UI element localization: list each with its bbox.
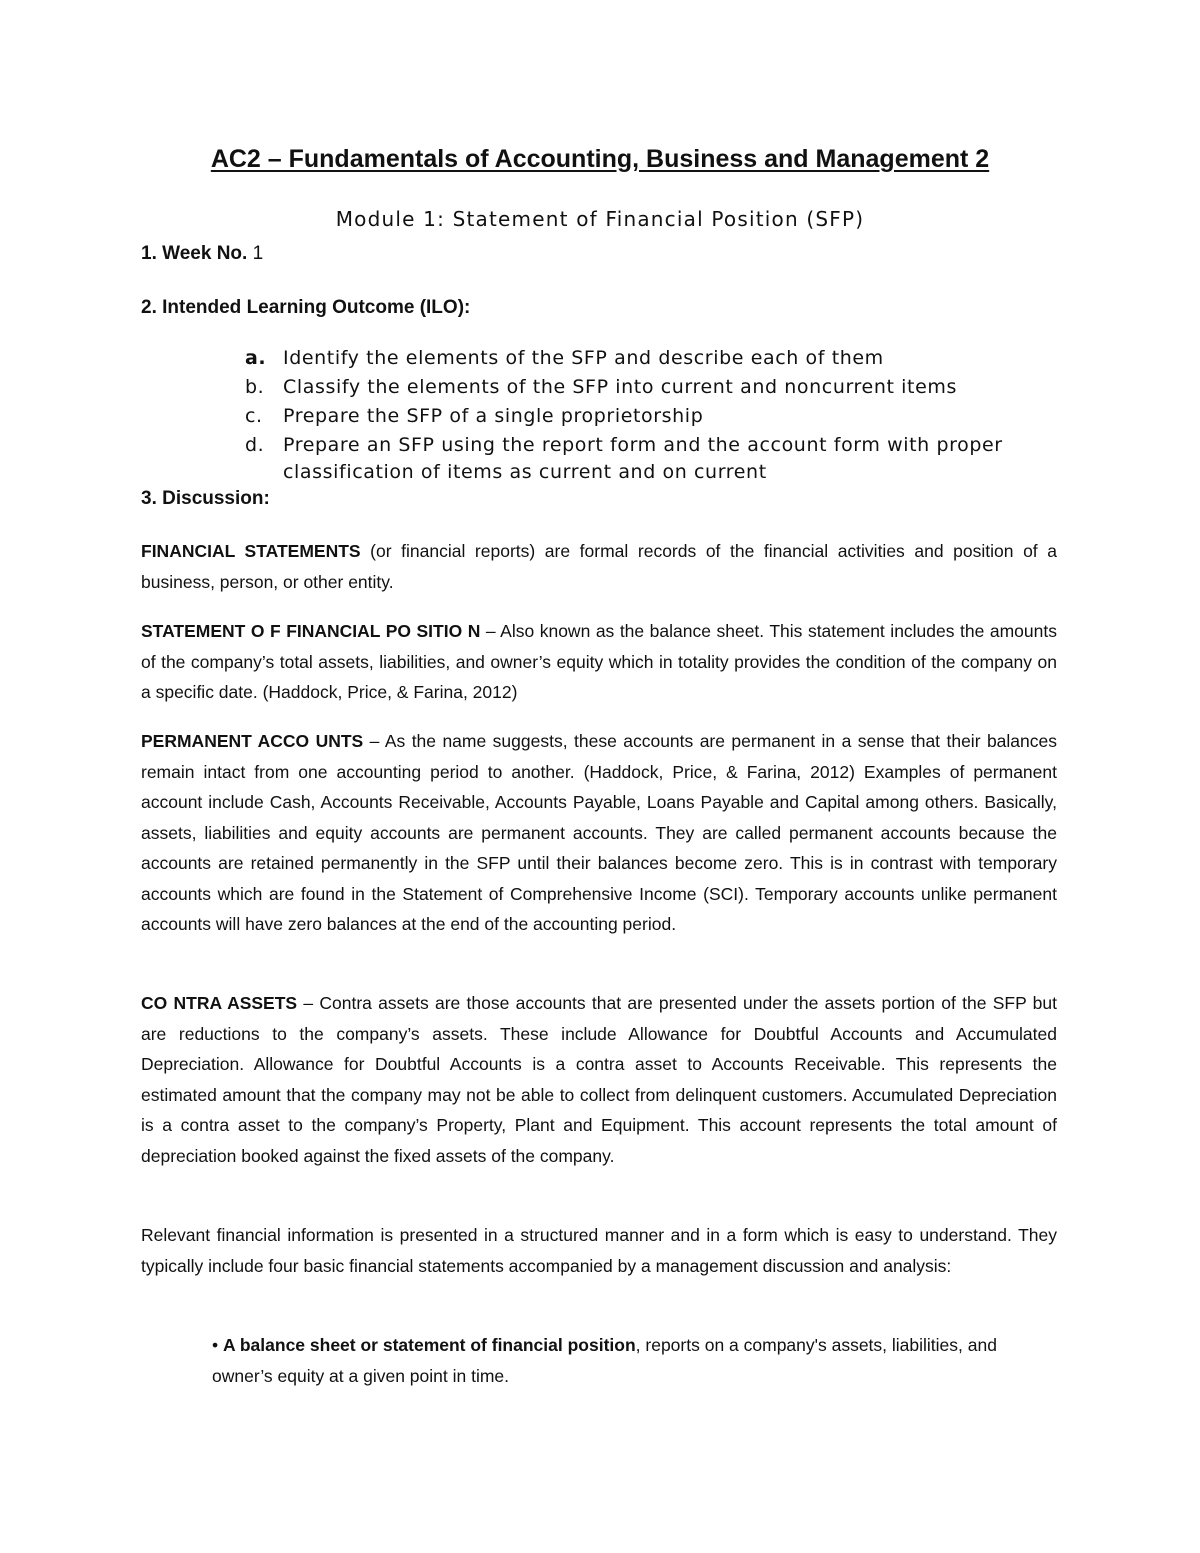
module-title: Module 1: Statement of Financial Position (SFP)	[335, 207, 865, 231]
paragraph-text: (or financial reports) are formal records of the financial activities and position of a business, person, or other entity.	[141, 541, 1057, 592]
ilo-item-text: Identify the elements of the SFP and describe each of them	[283, 347, 884, 369]
paragraph-financial-statements	[141, 536, 1057, 597]
document-title: AC2 – Fundamentals of Accounting, Business and Management 2	[210, 145, 990, 173]
paragraph-permanent-accounts	[141, 726, 1057, 940]
paragraph-text: – As the name suggests, these accounts are permanent in a sense that their balances remain intact from one accounting period to another. (Haddock, Price, & Farina, 2012) Examples of permanent account include Cash, Accounts Receivable, Accounts Payable, Loans Payable and Capital among others. Basically, assets, liabilities and equity accounts are permanent accounts. They are called permanent accounts because the accounts are retained permanently in the SFP until their balances become zero. This is in contrast with temporary accounts which are found in the Statement of Comprehensive Income (SCI). Temporary accounts unlike permanent accounts will have zero balances at the end of the accounting period.	[141, 731, 1057, 934]
ilo-item	[245, 432, 1065, 486]
ilo-item-marker: d.	[245, 434, 265, 456]
paragraph-text: – Contra assets are those accounts that are presented under the assets portion of the SFP but are reductions to the company’s assets. These include Allowance for Doubtful Accounts and Accumulated Depreciation. Allowance for Doubtful Accounts is a contra asset to Accounts Receivable. This represents the estimated amount that the company may not be able to collect from delinquent customers. Accumulated Depreciation is a contra asset to the company’s Property, Plant and Equipment. This account represents the total amount of depreciation booked against the fixed assets of the company.	[141, 993, 1058, 1166]
paragraph-text: – Also known as the balance sheet. This statement includes the amounts of the company’s total assets, liabilities, and owner’s equity which in totality provides the condition of the company on a specific date. (Haddock, Price, & Farina, 2012)	[141, 621, 1057, 702]
ilo-item	[245, 374, 1065, 401]
ilo-item-text: Classify the elements of the SFP into current and noncurrent items	[283, 376, 957, 398]
paragraph-term: STATEMENT O F FINANCIAL PO SITIO N	[141, 621, 481, 641]
ilo-item-text: Prepare the SFP of a single proprietorship	[283, 405, 704, 427]
bullet-item-balance-sheet	[212, 1330, 1057, 1392]
paragraph-term: FINANCIAL STATEMENTS	[141, 541, 361, 561]
paragraph-text: Relevant financial information is presented in a structured manner and in a form which is easy to understand. They typically include four basic financial statements accompanied by a management discussion and analysis:	[141, 1225, 1057, 1276]
bullet-text: , reports on a company's assets, liabilities, and owner’s equity at a given point in time.	[212, 1335, 997, 1386]
ilo-heading: 2. Intended Learning Outcome (ILO):	[141, 297, 471, 318]
ilo-item-text: Prepare an SFP using the report form and the account form with proper classification of items as current and on current	[283, 434, 1003, 483]
ilo-item	[245, 403, 1065, 430]
bullet-symbol: •	[212, 1335, 219, 1355]
paragraph-term: CO NTRA ASSETS	[141, 993, 298, 1013]
bullet-term: A balance sheet or statement of financial position	[223, 1335, 636, 1355]
paragraph-relevant-info	[141, 1220, 1057, 1281]
ilo-item-marker: b.	[245, 376, 265, 398]
discussion-heading: 3. Discussion:	[141, 488, 270, 509]
ilo-item-marker: a.	[245, 347, 267, 369]
ilo-item-marker: c.	[245, 405, 263, 427]
paragraph-term: PERMANENT ACCO UNTS	[141, 731, 364, 751]
ilo-item	[245, 345, 1065, 372]
ilo-list	[245, 345, 1065, 488]
paragraph-contra-assets	[141, 988, 1057, 1171]
paragraph-sfp	[141, 616, 1057, 708]
week-label: 1. Week No.	[141, 243, 248, 264]
week-heading	[141, 243, 263, 265]
week-value: 1	[252, 243, 264, 264]
